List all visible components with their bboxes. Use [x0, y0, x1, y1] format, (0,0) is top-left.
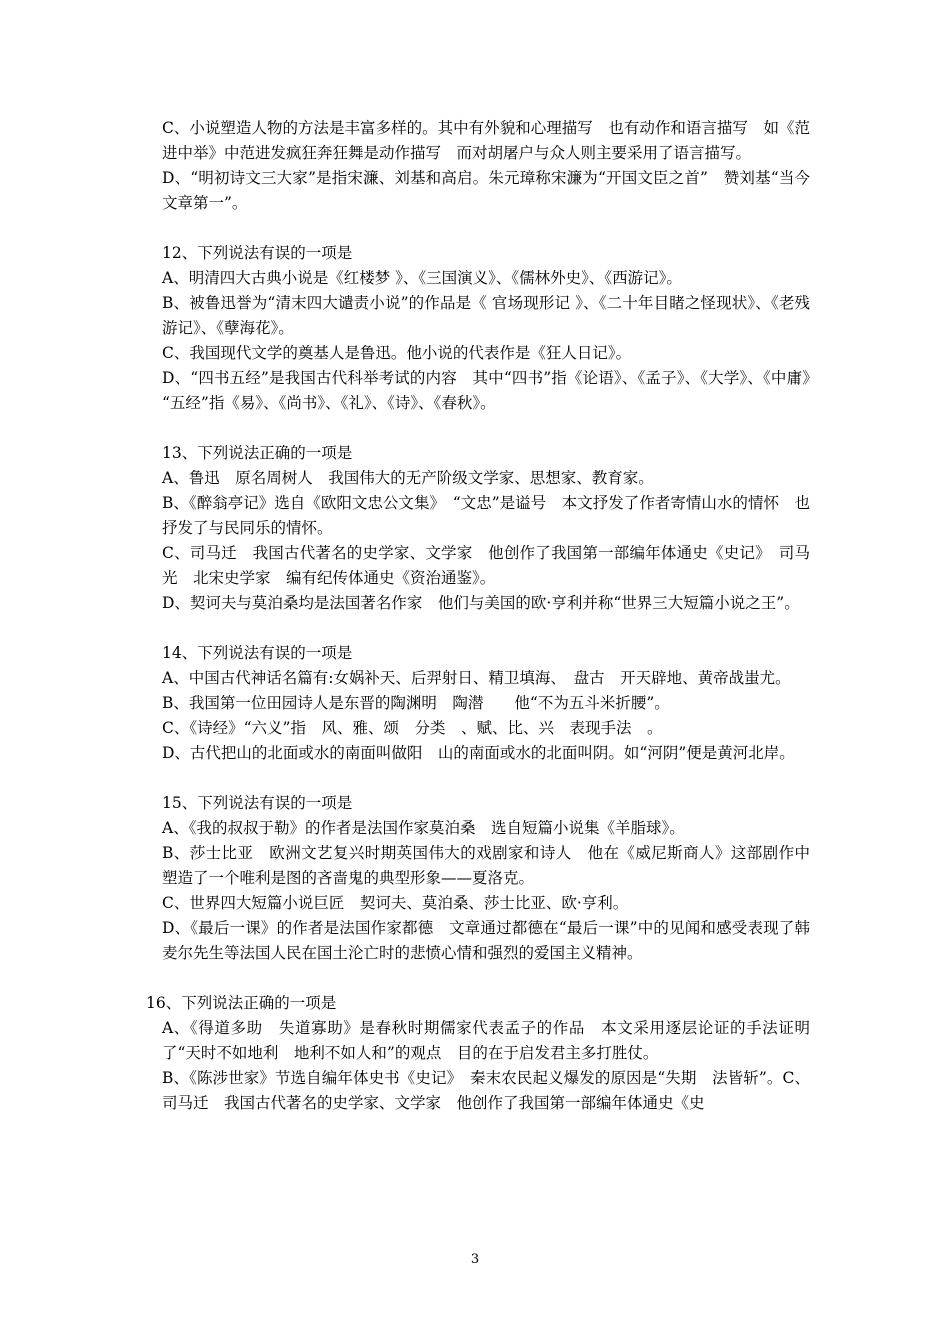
- q13-option-b: B、《醉翁亭记》选自《欧阳文忠公文集》 “文忠”是谥号 本文抒发了作者寄情山水的情怀 也抒发了与民同乐的情怀。: [162, 494, 810, 537]
- page-content: [146, 116, 826, 1116]
- q16-option-b: B、《陈涉世家》节选自编年体史书《史记》 秦末农民起义爆发的原因是“失期 法皆斩”。C、司马迁 我国古代著名的史学家、文学家 他创作了我国第一部编年体通史《史: [162, 1069, 810, 1112]
- q16-option-a: A、《得道多助 失道寡助》是春秋时期儒家代表孟子的作品 本文采用逐层论证的手法证明了“天时不如地利 地利不如人和”的观点 目的在于启发君主多打胜仗。: [162, 1019, 810, 1062]
- q13-title: 13、下列说法正确的一项是: [162, 444, 353, 462]
- q15-option-b: B、莎士比亚 欧洲文艺复兴时期英国伟大的戏剧家和诗人 他在《威尼斯商人》这部剧作中 塑造了一个唯利是图的吝啬鬼的典型形象——夏洛克。: [162, 844, 826, 887]
- question-16: [146, 991, 810, 1116]
- question-12: [162, 241, 826, 416]
- question-15: [162, 791, 826, 966]
- q15-title: 15、下列说法有误的一项是: [162, 794, 353, 812]
- q14-title: 14、下列说法有误的一项是: [162, 644, 353, 662]
- q12-title: 12、下列说法有误的一项是: [162, 244, 353, 262]
- q13-option-d: D、契诃夫与莫泊桑均是法国著名作家 他们与美国的欧·亨利并称“世界三大短篇小说之王”。: [162, 594, 800, 612]
- q14-option-c: C、《诗经》“六义”指 风、雅、颂 分类 、赋、比、兴 表现手法 。: [162, 719, 663, 737]
- q11-option-c: C、小说塑造人物的方法是丰富多样的。其中有外貌和心理描写 也有动作和语言描写 如《范进中举》中范进发疯狂奔狂舞是动作描写 而对胡屠户与众人则主要采用了语言描写。: [162, 119, 810, 162]
- question-13: [162, 441, 810, 616]
- q16-title: 16、下列说法正确的一项是: [146, 994, 337, 1012]
- q12-option-c: C、我国现代文学的奠基人是鲁迅。他小说的代表作是《狂人日记》。: [162, 344, 632, 362]
- question-11-continuation: [162, 116, 810, 216]
- q12-option-d: D、“四书五经”是我国古代科举考试的内容 其中“四书”指《论语》、《孟子》、《大学》、《中庸》 “五经”指《易》、《尚书》、《礼》、《诗》、《春秋》。: [162, 369, 826, 412]
- q13-option-c: C、司马迁 我国古代著名的史学家、文学家 他创作了我国第一部编年体通史《史记》 司马光 北宋史学家 编有纪传体通史《资治通鉴》。: [162, 544, 810, 587]
- question-14: [162, 641, 810, 766]
- q14-option-d: D、古代把山的北面或水的南面叫做阳 山的南面或水的北面叫阴。如“河阴”便是黄河北岸。: [162, 744, 795, 762]
- q15-option-a: A、《我的叔叔于勒》的作者是法国作家莫泊桑 选自短篇小说集《羊脂球》。: [162, 819, 685, 837]
- q11-option-d: D、“明初诗文三大家”是指宋濂、刘基和高启。朱元璋称宋濂为“开国文臣之首” 赞刘基“当今文章第一”。: [162, 169, 810, 212]
- q12-option-a: A、明清四大古典小说是《红楼梦 》、《三国演义》、《儒林外史》、《西游记》。: [162, 269, 682, 287]
- q14-option-a: A、中国古代神话名篇有:女娲补天、后羿射日、精卫填海、 盘古 开天辟地、黄帝战蚩尤。: [162, 669, 791, 687]
- q13-option-a: A、鲁迅 原名周树人 我国伟大的无产阶级文学家、思想家、教育家。: [162, 469, 654, 487]
- page-number: 3: [470, 1252, 480, 1267]
- q14-option-b: B、我国第一位田园诗人是东晋的陶渊明 陶潜 他“不为五斗米折腰”。: [162, 694, 670, 712]
- q15-option-c: C、世界四大短篇小说巨匠 契诃夫、莫泊桑、莎士比亚、欧·亨利。: [162, 894, 629, 912]
- q15-option-d: D、《最后一课》的作者是法国作家都德 文章通过都德在“最后一课”中的见闻和感受表现了韩麦尔先生等法国人民在国土沦亡时的悲愤心情和强烈的爱国主义精神。: [162, 919, 810, 962]
- q12-option-b: B、被鲁迅誉为“清末四大谴责小说”的作品是《 官场现形记 》、《二十年目睹之怪现状》、《老残游记》、《孽海花》。: [162, 294, 810, 337]
